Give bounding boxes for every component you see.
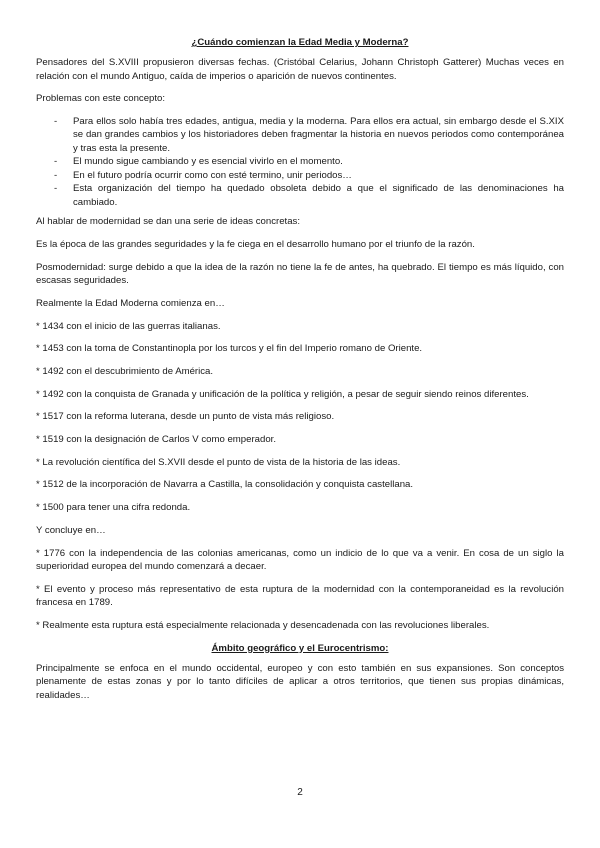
dash-bullet: - bbox=[54, 156, 58, 168]
problems-heading: Problemas con este concepto: bbox=[36, 93, 166, 105]
begin-date-item: * 1492 con la conquista de Granada y unificación de la política y religión, a pesar de seguir siendo reinos diferentes. bbox=[36, 388, 529, 400]
list-item bbox=[36, 182, 564, 209]
list-item-text: Esta organización del tiempo ha quedado obsoleta debido a que el significado de las denominaciones ha cambiado. bbox=[73, 183, 564, 208]
begin-date-item: * 1434 con el inicio de las guerras italianas. bbox=[36, 320, 221, 332]
begin-date-item: * 1453 con la toma de Constantinopla por los turcos y el fin del Imperio romano de Oriente. bbox=[36, 343, 423, 355]
main-title: ¿Cuándo comienzan la Edad Media y Moderna? bbox=[191, 37, 409, 48]
problems-list bbox=[36, 115, 564, 210]
dash-bullet: - bbox=[54, 183, 58, 195]
list-item bbox=[36, 169, 564, 183]
modernity-intro: Al hablar de modernidad se dan una serie de ideas concretas: bbox=[36, 216, 300, 228]
begins-heading: Realmente la Edad Moderna comienza en… bbox=[36, 297, 225, 309]
list-item bbox=[36, 115, 564, 156]
end-date-item: * 1776 con la independencia de las colonias americanas, como un indicio de lo que va a venir. En cosa de un siglo la superioridad europea del mundo comenzará a decaer. bbox=[36, 547, 564, 572]
list-item-text: En el futuro podría ocurrir como con esté termino, unir periodos… bbox=[73, 169, 352, 181]
begin-date-item: * 1500 para tener una cifra redonda. bbox=[36, 502, 191, 514]
section-paragraph: Principalmente se enfoca en el mundo occidental, europeo y con esto también en sus expansiones. Son conceptos plenamente de estas zonas y por lo tanto difíciles de aplicar a otros territorios, que tienen sus propias dinámicas, realidades… bbox=[36, 662, 564, 701]
list-item-text: El mundo sigue cambiando y es esencial vivirlo en el momento. bbox=[73, 156, 343, 168]
modernity-epoch: Es la época de las grandes seguridades y la fe ciega en el desarrollo humano por el triunfo de la razón. bbox=[36, 239, 475, 251]
section-title: Ámbito geográfico y el Eurocentrismo: bbox=[211, 642, 389, 654]
begin-date-item: * 1492 con el descubrimiento de América. bbox=[36, 366, 214, 377]
begin-date-item: * La revolución científica del S.XVII desde el punto de vista de la historia de las ideas. bbox=[36, 456, 401, 468]
begin-date-item: * 1512 de la incorporación de Navarra a Castilla, la consolidación y conquista castellana. bbox=[36, 479, 414, 491]
begin-date-item: * 1517 con la reforma luterana, desde un punto de vista más religioso. bbox=[36, 411, 335, 423]
dash-bullet: - bbox=[54, 115, 58, 127]
intro-paragraph: Pensadores del S.XVIII propusieron diversas fechas. (Cristóbal Celarius, Johann Christoph Gatterer) Muchas veces en relación con el mundo Antiguo, caída de imperios o aparición de nuevos continentes. bbox=[36, 57, 564, 82]
dash-bullet: - bbox=[54, 169, 58, 181]
postmodernity-paragraph: Posmodernidad: surge debido a que la idea de la razón no tiene la fe de antes, ha quebrado. El tiempo es más líquido, con escasas seguridades. bbox=[36, 261, 564, 287]
list-item bbox=[36, 155, 564, 169]
begin-date-item: * 1519 con la designación de Carlos V como emperador. bbox=[36, 434, 276, 446]
end-date-item: * Realmente esta ruptura está especialmente relacionada y desencadenada con las revoluciones liberales. bbox=[36, 619, 490, 631]
end-date-item: * El evento y proceso más representativo de esta ruptura de la modernidad con la contemporaneidad es la revolución francesa en 1789. bbox=[36, 583, 564, 609]
document-page bbox=[36, 36, 564, 711]
ends-heading: Y concluye en… bbox=[36, 524, 106, 536]
list-item-text: Para ellos solo había tres edades, antigua, media y la moderna. Para ellos era actual, sin embargo desde el S.XIX se dan grandes cambios y los historiadores deben fragmentar la historia en nuevos periodos como contemporánea y tras esta la presente. bbox=[73, 115, 564, 154]
page-number: 2 bbox=[297, 787, 303, 798]
